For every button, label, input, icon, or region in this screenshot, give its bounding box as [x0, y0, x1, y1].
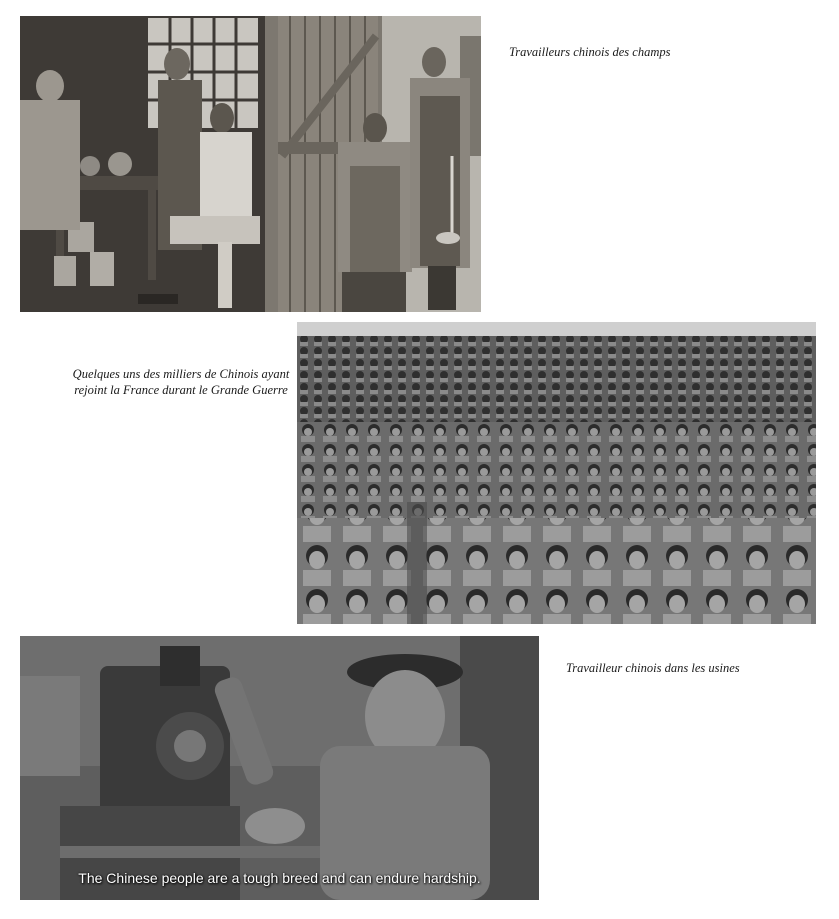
caption-factory-worker: Travailleur chinois dans les usines [566, 661, 740, 675]
workshop-workers-photo [20, 16, 481, 312]
crowd-photo [297, 322, 816, 624]
video-subtitle: The Chinese people are a tough breed and can endure hardship. [78, 870, 481, 886]
factory-worker-video-still [20, 636, 539, 900]
caption-fields-workers: Travailleurs chinois des champs [509, 45, 671, 59]
caption-thousands-workers: Quelques uns des milliers de Chinois ayant rejoint la France durant le Grande Guerre [72, 367, 290, 397]
